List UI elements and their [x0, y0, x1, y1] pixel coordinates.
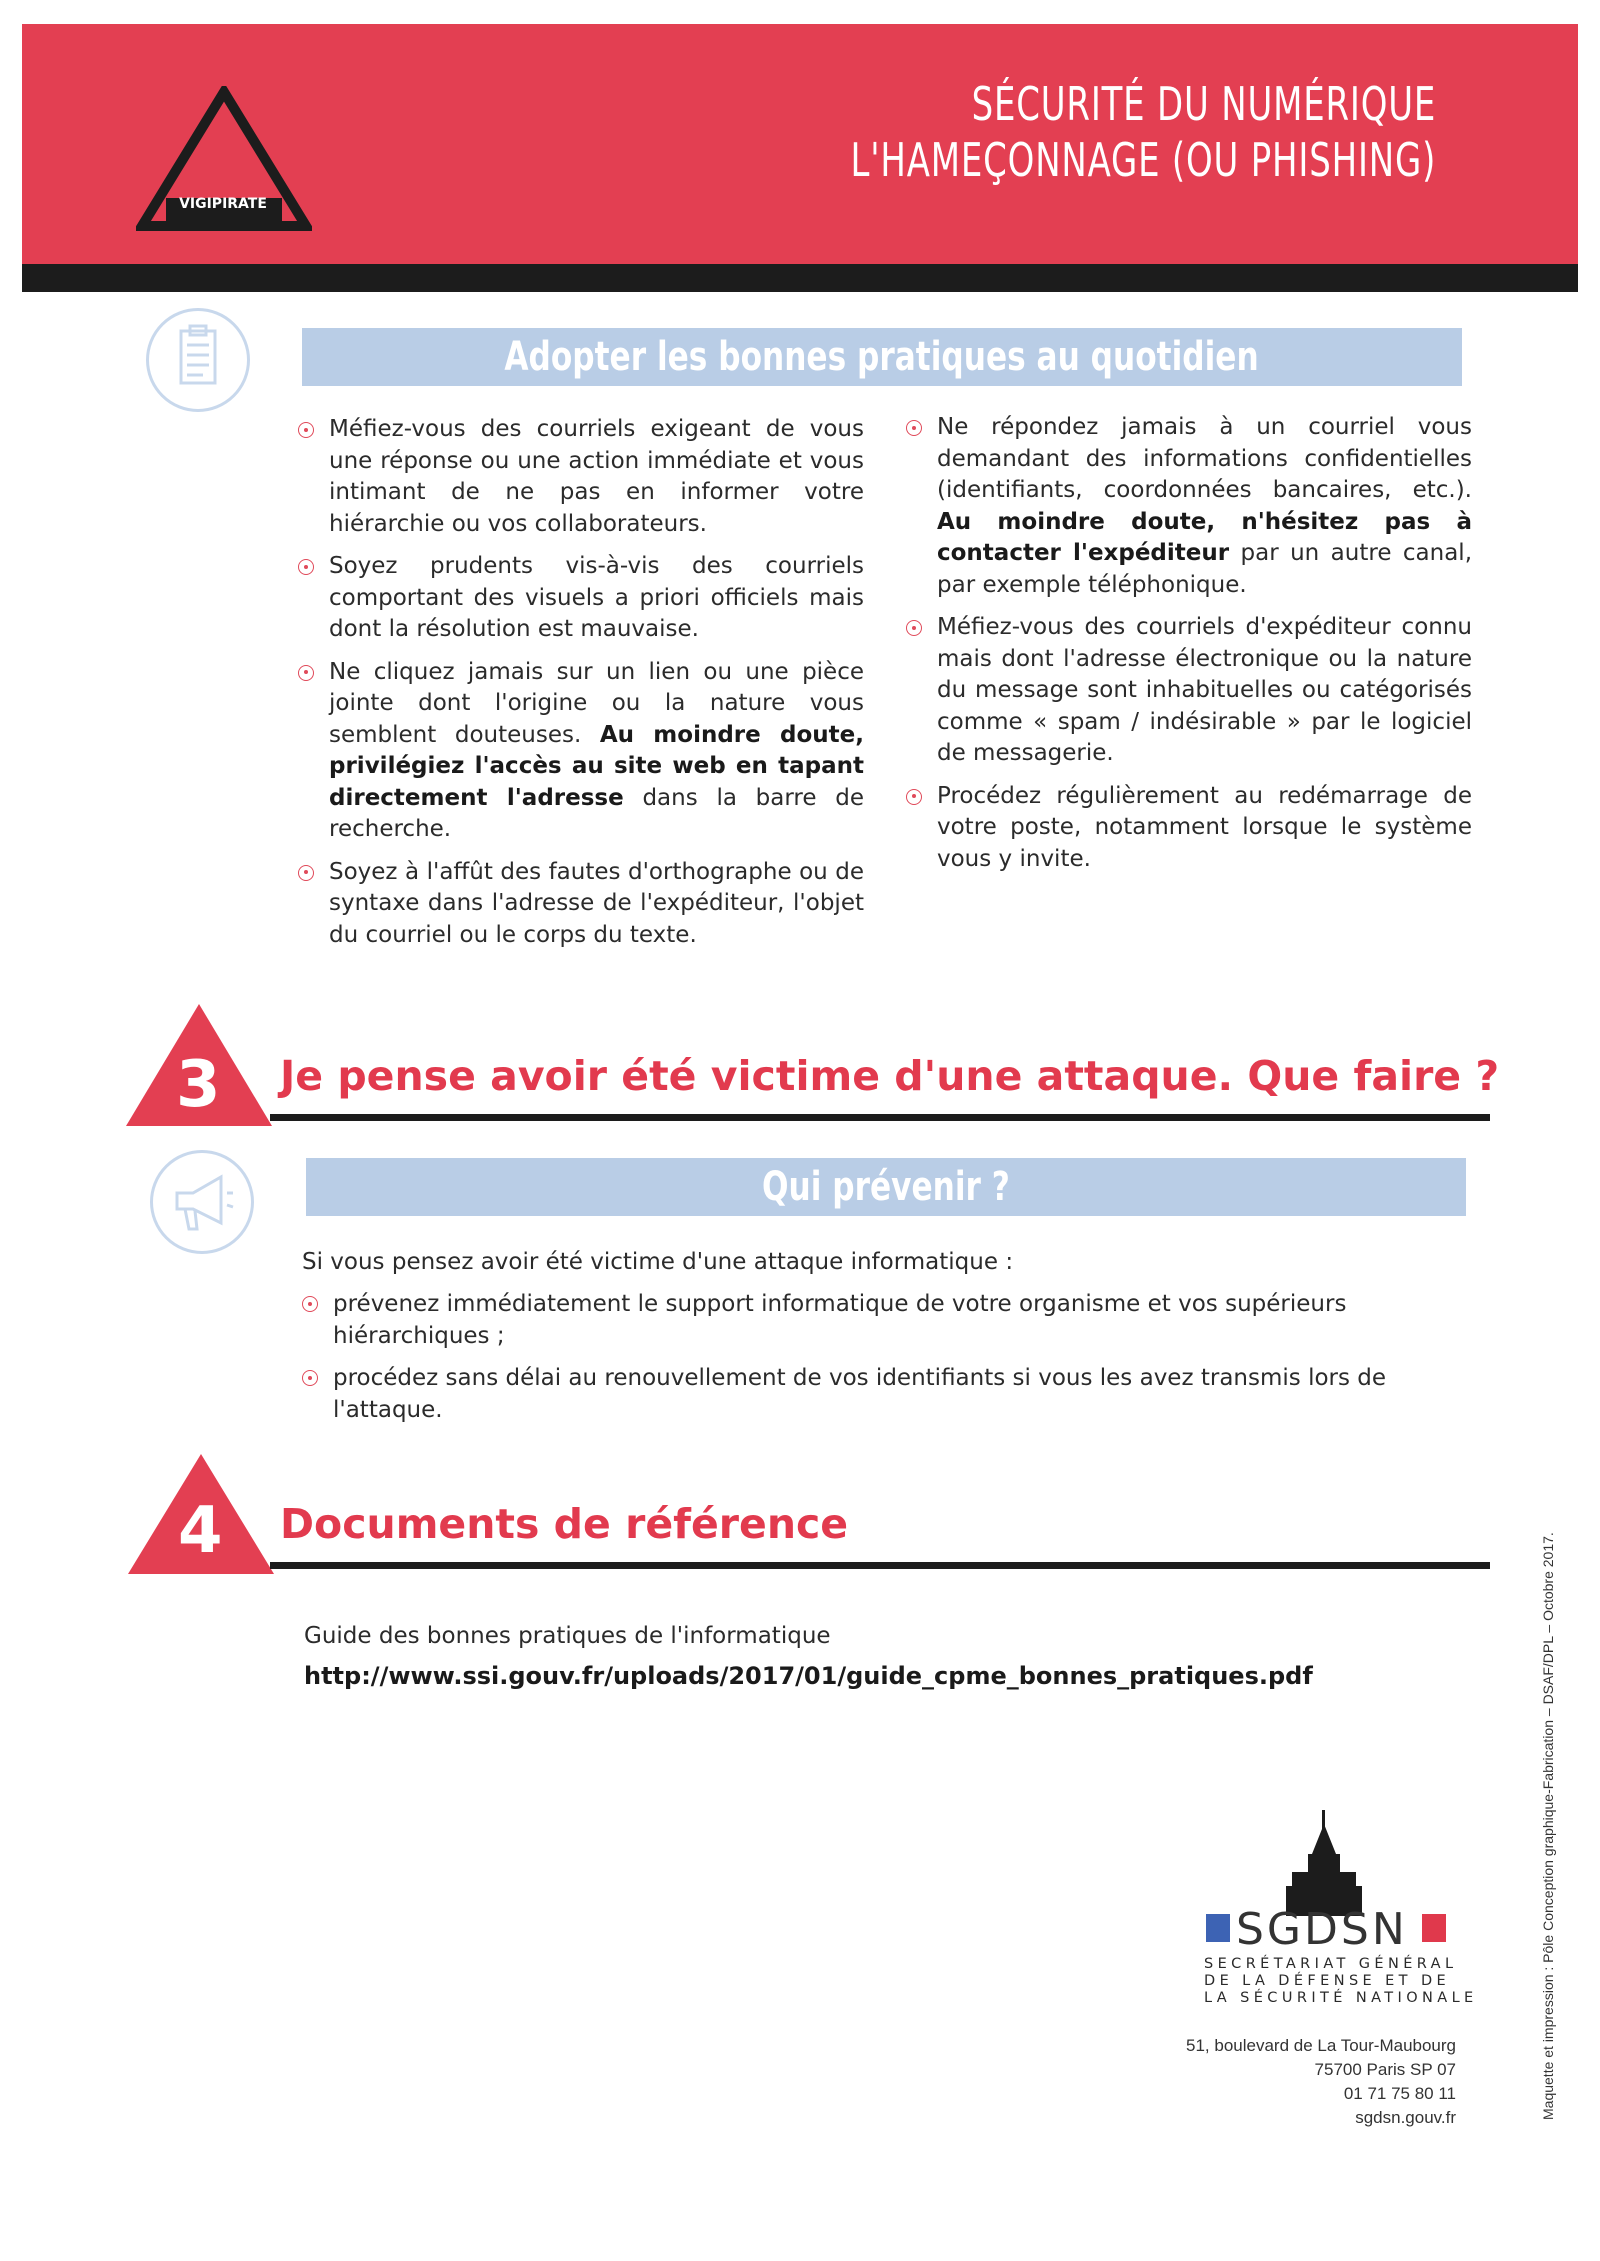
- bullet-icon: [298, 665, 314, 681]
- banner-who-to-warn: [306, 1158, 1466, 1216]
- section-3-rule: [270, 1114, 1490, 1121]
- header-dark-bar: [22, 264, 1578, 292]
- section-3-list: [302, 1288, 1482, 1437]
- list-item: Ne répondez jamais à un courriel vous demandant des informations confidentielles (identifiants, coordonnées bancaires, etc.). Au moindre doute, n'hésitez pas à contacter l'expéditeur par un autre canal, par exemple téléphonique.: [906, 412, 1472, 601]
- list-item: Procédez régulièrement au redémarrage de votre poste, notamment lorsque le système vous y invite.: [906, 781, 1472, 876]
- page-title: [722, 76, 1436, 188]
- list-item: prévenez immédiatement le support informatique de votre organisme et vos supérieurs hiérarchiques ;: [302, 1288, 1482, 1352]
- list-item: procédez sans délai au renouvellement de vos identifiants si vous les avez transmis lors de l'attaque.: [302, 1362, 1482, 1426]
- section-4-number: 4: [178, 1494, 223, 1568]
- guide-title: Guide des bonnes pratiques de l'informatique: [304, 1623, 831, 1649]
- section-3-title: Je pense avoir été victime d'une attaque. Que faire ?: [280, 1052, 1500, 1100]
- logo-sgdsn: SGDSN: [1236, 1904, 1408, 1955]
- list-item: Soyez à l'affût des fautes d'orthographe ou de syntaxe dans l'adresse de l'expéditeur, l'objet du courriel ou le corps du texte.: [298, 857, 864, 952]
- bullet-icon: [298, 865, 314, 881]
- list-item: Soyez prudents vis-à-vis des courriels comportant des visuels a priori officiels mais dont la résolution est mauvaise.: [298, 551, 864, 646]
- logo-blue-block: [1206, 1914, 1230, 1942]
- banner-practices-text: Adopter les bonnes pratiques au quotidien: [504, 334, 1260, 380]
- title-line-1: SÉCURITÉ DU NUMÉRIQUE: [971, 77, 1436, 131]
- section-4-rule: [270, 1562, 1490, 1569]
- bullet-icon: [298, 559, 314, 575]
- print-credit: Maquette et impression : Pôle Conception graphique-Fabrication – DSAF/DPL – Octobre 2017.: [1540, 1532, 1556, 2120]
- checklist-icon: [146, 308, 250, 412]
- address-block: 51, boulevard de La Tour-Maubourg 75700 Paris SP 07 01 71 75 80 11 sgdsn.gouv.fr: [1186, 2036, 1456, 2127]
- logo-org-name: SECRÉTARIAT GÉNÉRAL DE LA DÉFENSE ET DE LA SÉCURITÉ NATIONALE: [1204, 1956, 1478, 2006]
- list-item: Méfiez-vous des courriels d'expéditeur connu mais dont l'adresse électronique ou la nature du message sont inhabituelles ou catégorisés comme « spam / indésirable » par le logiciel de messagerie.: [906, 612, 1472, 770]
- list-item: Ne cliquez jamais sur un lien ou une pièce jointe dont l'origine ou la nature vous semblent douteuses. Au moindre doute, privilégiez l'accès au site web en tapant directement l'adresse dans la barre de recherche.: [298, 657, 864, 846]
- practices-left-column: [298, 414, 864, 962]
- megaphone-icon: [150, 1150, 254, 1254]
- section-3-number: 3: [176, 1048, 221, 1122]
- bullet-icon: [906, 420, 922, 436]
- section-4-title: Documents de référence: [280, 1500, 849, 1548]
- bullet-icon: [302, 1296, 318, 1312]
- logo-red-block: [1422, 1914, 1446, 1942]
- practices-right-column: [906, 412, 1472, 886]
- bullet-icon: [906, 620, 922, 636]
- title-line-2: L'HAMEÇONNAGE (OU PHISHING): [850, 133, 1436, 187]
- bullet-icon: [906, 789, 922, 805]
- section-3-intro: Si vous pensez avoir été victime d'une attaque informatique :: [302, 1249, 1014, 1275]
- bullet-icon: [298, 422, 314, 438]
- list-item: Méfiez-vous des courriels exigeant de vous une réponse ou une action immédiate et vous intimant de ne pas en informer votre hiérarchie ou vos collaborateurs.: [298, 414, 864, 540]
- guide-link[interactable]: http://www.ssi.gouv.fr/uploads/2017/01/guide_cpme_bonnes_pratiques.pdf: [304, 1662, 1313, 1690]
- vigipirate-label: VIGIPIRATE: [179, 196, 267, 212]
- banner-practices: [302, 328, 1462, 386]
- bullet-icon: [302, 1370, 318, 1386]
- banner-who-to-warn-text: Qui prévenir ?: [762, 1164, 1010, 1210]
